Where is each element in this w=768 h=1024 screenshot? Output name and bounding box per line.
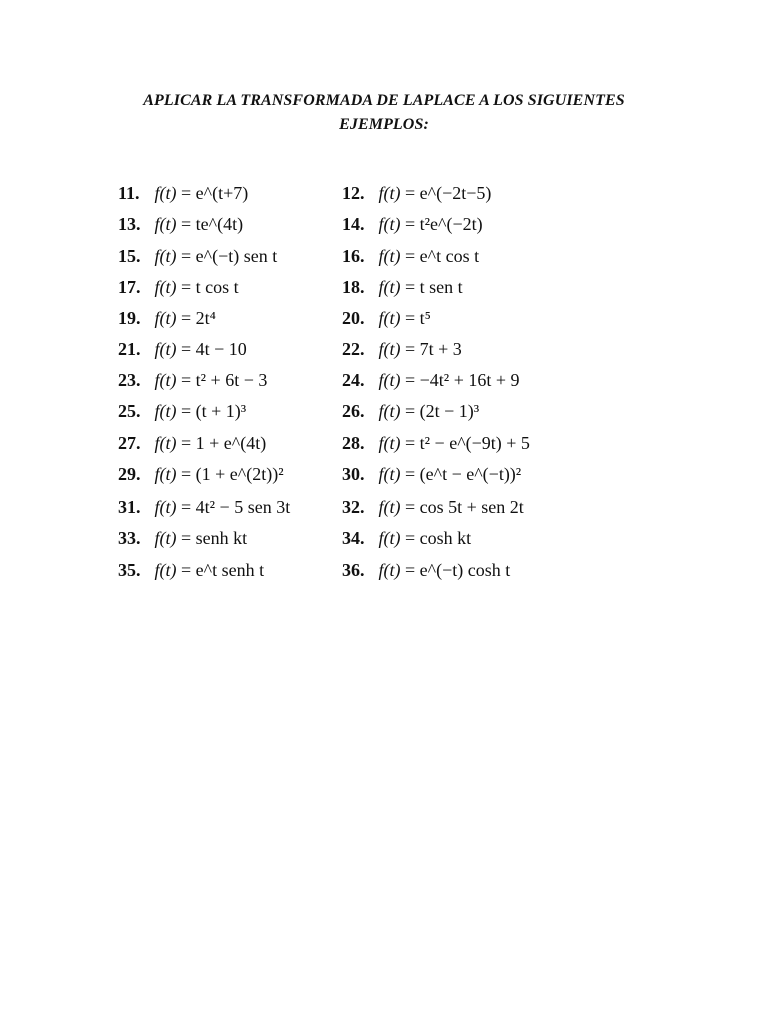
page-title-line-1: APLICAR LA TRANSFORMADA DE LAPLACE A LOS SIGUIENTES xyxy=(143,92,625,109)
exercise-expression: = senh kt xyxy=(181,528,248,548)
exercise-function: f(t) xyxy=(378,370,401,390)
exercise-expression: = (e^t − e^(−t))² xyxy=(405,464,522,484)
exercise-function: f(t) xyxy=(378,433,401,453)
exercise-number: 20. xyxy=(342,308,365,328)
exercise-function: f(t) xyxy=(378,560,401,580)
exercise-item xyxy=(118,369,267,391)
exercise-expression: = t²e^(−2t) xyxy=(405,214,483,234)
exercise-function: f(t) xyxy=(154,308,177,328)
exercise-expression: = e^(−t) cosh t xyxy=(405,560,511,580)
exercise-number: 34. xyxy=(342,528,365,548)
exercise-expression: = (1 + e^(2t))² xyxy=(181,464,284,484)
exercise-item xyxy=(118,213,243,235)
exercise-expression: = t² − e^(−9t) + 5 xyxy=(405,433,530,453)
exercise-item xyxy=(118,245,277,267)
exercise-item xyxy=(118,463,284,485)
exercise-number: 26. xyxy=(342,401,365,421)
exercise-item xyxy=(342,182,491,204)
exercise-expression: = e^(−t) sen t xyxy=(181,246,278,266)
exercise-expression: = (t + 1)³ xyxy=(181,401,247,421)
exercise-expression: = e^(t+7) xyxy=(181,183,249,203)
exercise-number: 18. xyxy=(342,277,365,297)
exercise-number: 32. xyxy=(342,497,365,517)
exercise-function: f(t) xyxy=(154,214,177,234)
exercise-item xyxy=(118,338,247,360)
exercise-function: f(t) xyxy=(154,497,177,517)
exercise-number: 24. xyxy=(342,370,365,390)
exercise-function: f(t) xyxy=(154,277,177,297)
exercise-item xyxy=(118,276,239,298)
exercise-function: f(t) xyxy=(378,464,401,484)
exercise-item xyxy=(342,245,479,267)
exercise-function: f(t) xyxy=(378,497,401,517)
exercise-function: f(t) xyxy=(154,433,177,453)
exercise-function: f(t) xyxy=(378,339,401,359)
exercise-function: f(t) xyxy=(154,528,177,548)
exercise-number: 17. xyxy=(118,277,141,297)
exercise-item xyxy=(118,559,264,581)
exercise-item xyxy=(342,276,463,298)
exercise-function: f(t) xyxy=(378,214,401,234)
exercise-number: 19. xyxy=(118,308,141,328)
exercise-number: 16. xyxy=(342,246,365,266)
exercise-expression: = 2t⁴ xyxy=(181,308,216,328)
exercise-number: 23. xyxy=(118,370,141,390)
exercise-function: f(t) xyxy=(154,183,177,203)
exercise-number: 25. xyxy=(118,401,141,421)
exercise-number: 30. xyxy=(342,464,365,484)
exercise-item xyxy=(118,307,216,329)
exercise-function: f(t) xyxy=(378,246,401,266)
exercise-function: f(t) xyxy=(378,308,401,328)
exercise-function: f(t) xyxy=(154,560,177,580)
exercise-number: 11. xyxy=(118,183,140,203)
exercise-function: f(t) xyxy=(154,339,177,359)
exercise-item xyxy=(342,307,431,329)
exercise-expression: = t cos t xyxy=(181,277,239,297)
exercise-expression: = t⁵ xyxy=(405,308,431,328)
exercise-item xyxy=(118,496,290,518)
exercise-number: 28. xyxy=(342,433,365,453)
exercise-item xyxy=(342,559,510,581)
exercise-expression: = e^t senh t xyxy=(181,560,265,580)
exercise-number: 13. xyxy=(118,214,141,234)
exercise-number: 36. xyxy=(342,560,365,580)
exercise-expression: = 4t² − 5 sen 3t xyxy=(181,497,291,517)
exercise-number: 33. xyxy=(118,528,141,548)
exercise-item xyxy=(118,432,266,454)
exercise-item xyxy=(118,527,247,549)
exercise-item xyxy=(342,463,521,485)
exercise-expression: = te^(4t) xyxy=(181,214,244,234)
exercise-function: f(t) xyxy=(154,370,177,390)
exercise-number: 15. xyxy=(118,246,141,266)
exercise-function: f(t) xyxy=(154,246,177,266)
exercise-expression: = e^t cos t xyxy=(405,246,480,266)
exercise-expression: = 4t − 10 xyxy=(181,339,247,359)
exercise-number: 31. xyxy=(118,497,141,517)
exercise-expression: = 1 + e^(4t) xyxy=(181,433,267,453)
page-title-line-2: EJEMPLOS: xyxy=(339,116,429,133)
exercise-number: 12. xyxy=(342,183,365,203)
exercise-expression: = e^(−2t−5) xyxy=(405,183,492,203)
exercise-function: f(t) xyxy=(378,528,401,548)
exercise-item xyxy=(342,400,479,422)
exercise-number: 27. xyxy=(118,433,141,453)
exercise-expression: = cosh kt xyxy=(405,528,472,548)
exercise-item xyxy=(118,400,246,422)
exercise-function: f(t) xyxy=(378,183,401,203)
exercise-item xyxy=(118,182,248,204)
exercise-function: f(t) xyxy=(154,464,177,484)
exercise-expression: = −4t² + 16t + 9 xyxy=(405,370,520,390)
exercise-function: f(t) xyxy=(154,401,177,421)
exercise-item xyxy=(342,527,471,549)
exercise-expression: = t² + 6t − 3 xyxy=(181,370,268,390)
exercise-number: 35. xyxy=(118,560,141,580)
exercise-expression: = 7t + 3 xyxy=(405,339,462,359)
exercise-number: 21. xyxy=(118,339,141,359)
exercise-item xyxy=(342,432,530,454)
exercise-function: f(t) xyxy=(378,401,401,421)
exercise-item xyxy=(342,338,462,360)
exercise-expression: = t sen t xyxy=(405,277,463,297)
exercise-expression: = (2t − 1)³ xyxy=(405,401,480,421)
exercise-item xyxy=(342,496,524,518)
exercise-function: f(t) xyxy=(378,277,401,297)
exercise-number: 14. xyxy=(342,214,365,234)
exercise-number: 29. xyxy=(118,464,141,484)
exercise-expression: = cos 5t + sen 2t xyxy=(405,497,524,517)
exercise-item xyxy=(342,213,483,235)
exercise-number: 22. xyxy=(342,339,365,359)
exercise-item xyxy=(342,369,520,391)
